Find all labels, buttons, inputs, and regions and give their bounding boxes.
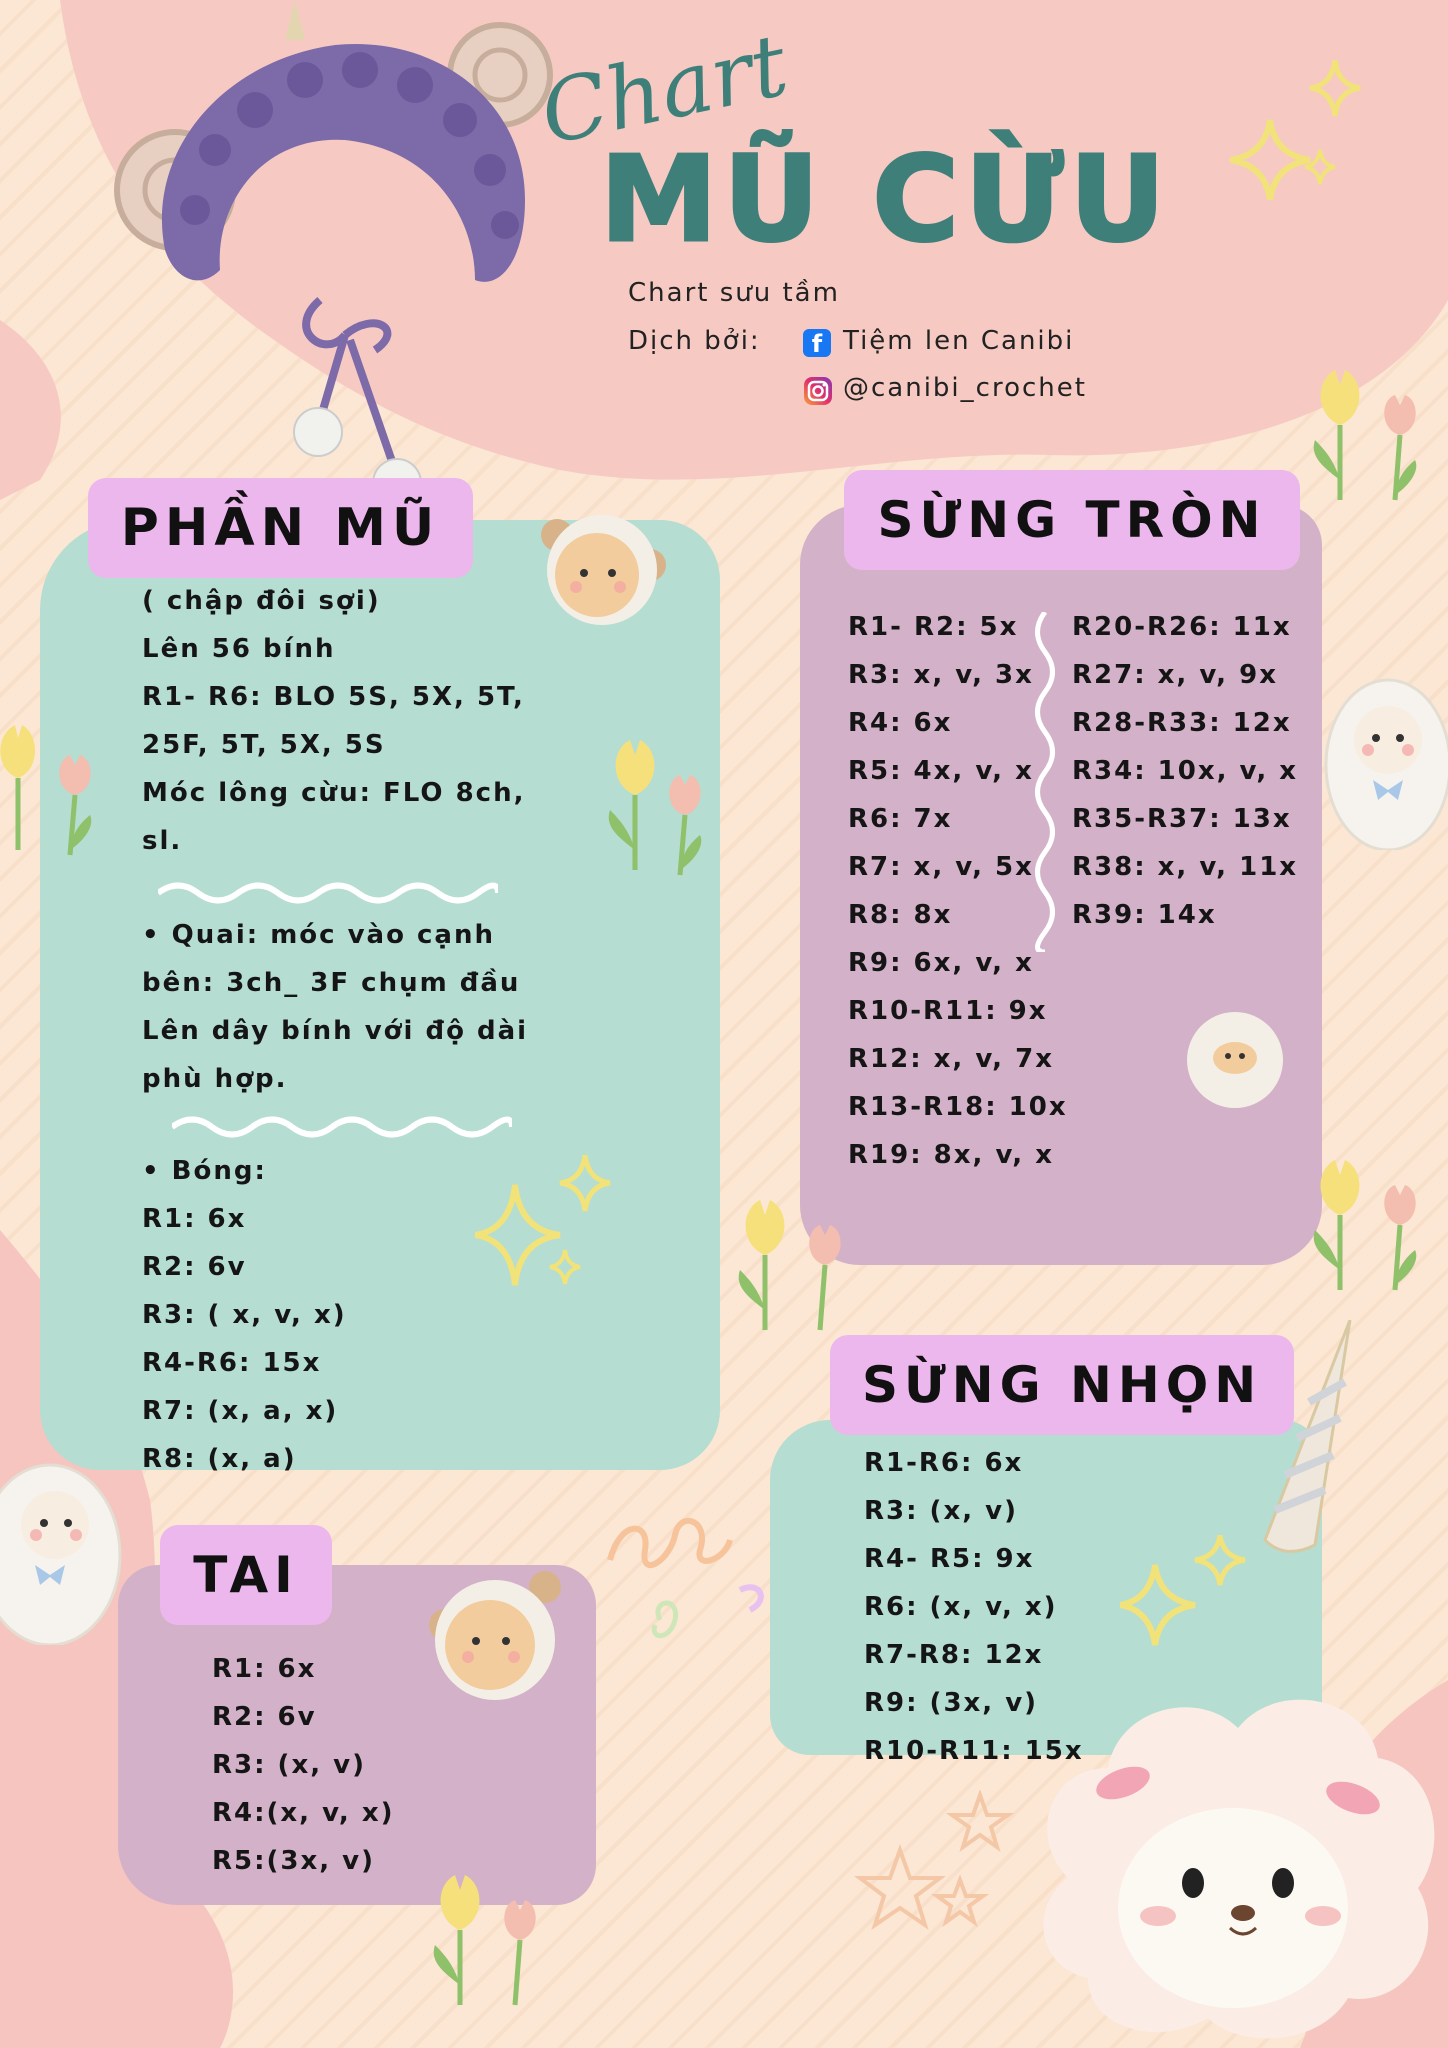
sparkle-icon — [1230, 60, 1370, 200]
sung-nhon-line: R7-R8: 12x — [864, 1640, 1044, 1670]
phan-mu-line: R2: 6v — [142, 1252, 247, 1282]
sung-nhon-line: R4- R5: 9x — [864, 1544, 1035, 1574]
facebook-icon: f — [803, 329, 831, 357]
phan-mu-line: Lên dây bính với độ dài — [142, 1016, 529, 1046]
sung-nhon-title: SỪNG NHỌN — [830, 1335, 1294, 1435]
tulip-icon — [1300, 370, 1430, 510]
crochet-hat-image — [105, 0, 565, 520]
phan-mu-line: R7: (x, a, x) — [142, 1396, 339, 1426]
sung-tron-line: R12: x, v, 7x — [848, 1044, 1054, 1074]
sung-tron-line: R9: 6x, v, x — [848, 948, 1034, 978]
sung-tron-line: R10-R11: 9x — [848, 996, 1048, 1026]
phan-mu-line: Lên 56 bính — [142, 634, 336, 664]
facebook-name: Tiệm len Canibi — [843, 326, 1075, 356]
phan-mu-line: R1: 6x — [142, 1204, 247, 1234]
sung-tron-line: R34: 10x, v, x — [1072, 756, 1299, 786]
instagram-handle: @canibi_crochet — [843, 373, 1087, 403]
phan-mu-line: phù hợp. — [142, 1064, 288, 1094]
phan-mu-line: bên: 3ch_ 3F chụm đầu — [142, 968, 521, 998]
tulip-icon — [600, 740, 710, 880]
wavy-divider — [158, 878, 498, 908]
sung-tron-line: R38: x, v, 11x — [1072, 852, 1299, 882]
phan-mu-line: Móc lông cừu: FLO 8ch, — [142, 778, 526, 808]
header-script-word: Chart — [532, 15, 796, 165]
tulip-icon — [1300, 1160, 1430, 1300]
wavy-divider — [172, 1112, 512, 1142]
subtitle: Chart sưu tầm — [628, 278, 840, 308]
sung-tron-line: R19: 8x, v, x — [848, 1140, 1054, 1170]
phan-mu-line: R4-R6: 15x — [142, 1348, 322, 1378]
page-title: MŨ CỪU — [600, 130, 1172, 268]
wavy-column-divider — [1030, 612, 1060, 952]
phan-mu-line: R8: (x, a) — [142, 1444, 297, 1474]
sparkle-icon — [1120, 1535, 1260, 1665]
sung-nhon-line: R3: (x, v) — [864, 1496, 1018, 1526]
sheep-icon — [1008, 1648, 1448, 2048]
tai-line: R4:(x, v, x) — [212, 1798, 395, 1828]
phan-mu-line: • Quai: móc vào cạnh — [142, 920, 495, 950]
phan-mu-line: sl. — [142, 826, 183, 856]
sheep-icon — [0, 1455, 130, 1645]
unicorn-horn-icon — [1245, 1320, 1365, 1560]
tai-line: R5:(3x, v) — [212, 1846, 376, 1876]
sung-nhon-line: R1-R6: 6x — [864, 1448, 1024, 1478]
phan-mu-line: 25F, 5T, 5X, 5S — [142, 730, 386, 760]
sung-tron-line: R20-R26: 11x — [1072, 612, 1292, 642]
sung-tron-line: R13-R18: 10x — [848, 1092, 1068, 1122]
phan-mu-title: PHẦN MŨ — [88, 478, 473, 578]
sung-nhon-line: R10-R11: 15x — [864, 1736, 1084, 1766]
sheep-icon — [532, 505, 672, 635]
sung-tron-line: R4: 6x — [848, 708, 953, 738]
sung-tron-line: R1- R2: 5x — [848, 612, 1019, 642]
sung-tron-line: R8: 8x — [848, 900, 953, 930]
tai-title: TAI — [160, 1525, 332, 1625]
sung-tron-line: R39: 14x — [1072, 900, 1217, 930]
tulip-icon — [420, 1875, 550, 2015]
translated-by-label: Dịch bởi: — [628, 326, 761, 356]
instagram-icon — [803, 376, 833, 406]
sparkle-icon — [475, 1155, 625, 1305]
sung-nhon-line: R6: (x, v, x) — [864, 1592, 1058, 1622]
sung-tron-line: R7: x, v, 5x — [848, 852, 1034, 882]
sung-tron-line: R35-R37: 13x — [1072, 804, 1292, 834]
sung-tron-line: R27: x, v, 9x — [1072, 660, 1278, 690]
squiggle-decoration — [600, 1500, 780, 1660]
tulip-icon — [0, 720, 100, 860]
sung-tron-line: R6: 7x — [848, 804, 953, 834]
sung-tron-line: R3: x, v, 3x — [848, 660, 1034, 690]
sheep-icon — [420, 1565, 570, 1705]
sung-tron-line: R28-R33: 12x — [1072, 708, 1292, 738]
phan-mu-line: R3: ( x, v, x) — [142, 1300, 347, 1330]
sheep-icon — [1180, 1010, 1290, 1110]
tai-line: R1: 6x — [212, 1654, 317, 1684]
tai-line: R2: 6v — [212, 1702, 317, 1732]
star-icon — [840, 1790, 1020, 1940]
tai-line: R3: (x, v) — [212, 1750, 366, 1780]
sheep-icon — [1318, 670, 1448, 850]
sung-tron-line: R5: 4x, v, x — [848, 756, 1034, 786]
sung-tron-title: SỪNG TRÒN — [844, 470, 1300, 570]
phan-mu-line: ( chập đôi sợi) — [142, 586, 381, 616]
phan-mu-line: • Bóng: — [142, 1156, 267, 1186]
sung-nhon-line: R9: (3x, v) — [864, 1688, 1039, 1718]
phan-mu-line: R1- R6: BLO 5S, 5X, 5T, — [142, 682, 525, 712]
tulip-icon — [725, 1200, 855, 1340]
